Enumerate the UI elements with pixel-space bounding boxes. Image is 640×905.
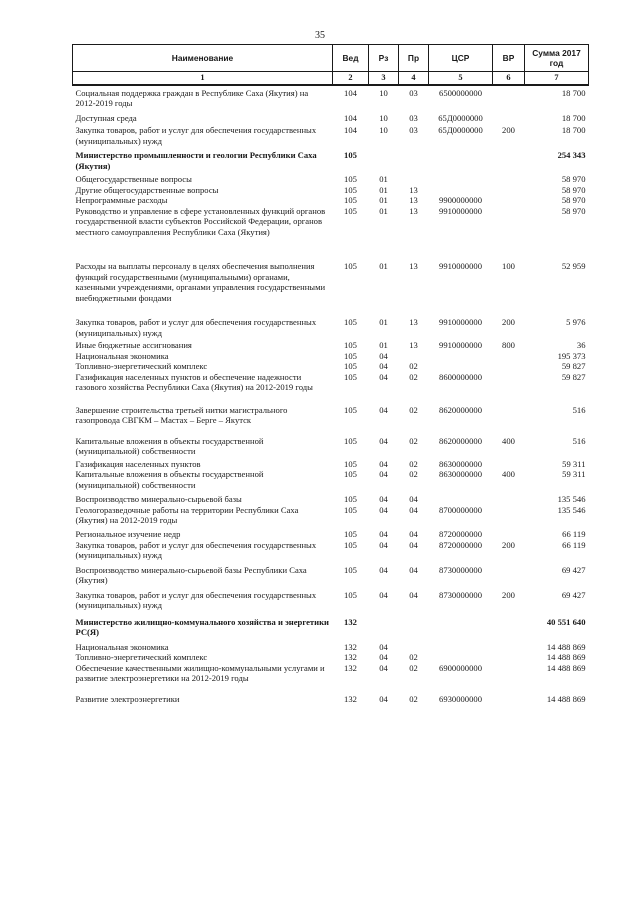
table-row [73, 237, 589, 303]
cell-pr: 13 [409, 184, 418, 195]
cell-sum: 69 427 [561, 589, 586, 600]
cell-csr: 9910000000 [439, 317, 482, 328]
cell-pr: 02 [409, 371, 418, 382]
cell-rz: 04 [379, 641, 388, 652]
table-row [73, 185, 589, 195]
cell-csr [429, 652, 493, 662]
cell-name: Воспроизводство минерально-сырьевой базы [75, 494, 242, 505]
table-row [73, 525, 589, 539]
cell-name: Министерство жилищно-коммунального хозяйства и энергетики РС(Я) [75, 616, 330, 638]
cell-vr: 200 [502, 589, 515, 600]
cell-name: Капитальные вложения в объекты государственной (муниципальной) собственности [75, 435, 264, 457]
cell-pr: 13 [409, 340, 418, 351]
cell-ved: 105 [344, 317, 357, 328]
col-header-sum: Сумма 2017 год [525, 45, 589, 72]
header-row [73, 45, 589, 72]
page-number: 35 [315, 30, 325, 41]
table-row [73, 469, 589, 490]
col-header-ved: Вед [333, 45, 369, 72]
cell-sum: 18 700 [561, 88, 586, 98]
table-row [73, 457, 589, 469]
cell-rz: 01 [379, 184, 388, 195]
cell-pr: 13 [409, 317, 418, 328]
cell-vr [493, 505, 525, 526]
cell-vr [493, 561, 525, 586]
cell-ved: 105 [344, 261, 357, 272]
table-row [73, 206, 589, 237]
cell-ved: 105 [344, 150, 357, 161]
cell-rz: 04 [379, 435, 388, 446]
cell-ved: 105 [344, 494, 357, 505]
cell-ved: 105 [344, 184, 357, 195]
cell-sum: 59 827 [561, 371, 586, 382]
cell-csr: 6500000000 [439, 88, 482, 98]
cell-csr [429, 351, 493, 361]
cell-csr: 9900000000 [439, 195, 482, 206]
table-row [73, 540, 589, 561]
cell-sum: 69 427 [561, 564, 586, 575]
cell-pr: 04 [409, 589, 418, 600]
cell-ved: 105 [344, 361, 357, 372]
table-row [73, 109, 589, 123]
cell-ved: 104 [344, 112, 357, 123]
cell-ved: 105 [344, 504, 357, 515]
cell-rz: 04 [379, 662, 388, 673]
cell-ved: 132 [344, 652, 357, 663]
column-number-row [73, 72, 589, 86]
cell-csr: 9910000000 [439, 205, 482, 216]
cell-vr [493, 638, 525, 652]
cell-csr [429, 611, 493, 638]
cell-rz: 04 [379, 693, 388, 704]
cell-rz: 04 [379, 350, 388, 361]
cell-pr: 02 [409, 469, 418, 480]
cell-rz [369, 611, 399, 638]
table-row [73, 426, 589, 457]
cell-vr [493, 652, 525, 662]
cell-vr [493, 393, 525, 426]
cell-sum: 135 546 [557, 504, 586, 515]
cell-sum: 14 488 869 [546, 662, 586, 673]
cell-csr: 8720000000 [439, 539, 482, 550]
cell-rz: 01 [379, 340, 388, 351]
cell-vr [493, 684, 525, 704]
cell-sum: 254 343 [557, 150, 586, 161]
col-header-name: Наименование [73, 45, 333, 72]
table-body [73, 85, 589, 704]
cell-ved: 105 [344, 435, 357, 446]
cell-ved: 132 [344, 616, 357, 627]
cell-sum: 59 827 [561, 361, 586, 372]
cell-ved: 105 [344, 404, 357, 415]
cell-sum: 58 970 [561, 174, 586, 185]
col-number: 5 [429, 72, 493, 86]
table-row [73, 652, 589, 662]
table-row [73, 505, 589, 526]
cell-sum: 36 [576, 340, 586, 351]
cell-csr [429, 490, 493, 504]
table-row [73, 351, 589, 361]
cell-csr: 8620000000 [439, 435, 482, 446]
cell-rz: 01 [379, 317, 388, 328]
cell-pr: 02 [409, 652, 418, 663]
cell-ved: 104 [344, 125, 357, 136]
cell-vr [493, 171, 525, 184]
cell-pr: 04 [409, 504, 418, 515]
col-number: 6 [493, 72, 525, 86]
cell-vr: 400 [502, 469, 515, 480]
cell-vr [493, 457, 525, 469]
cell-vr: 200 [502, 317, 515, 328]
cell-rz: 04 [379, 361, 388, 372]
cell-name: Руководство и управление в сфере установленных функций органов государственной власти субъектов Российской Федерации, органов местного самоуправления Республики Саха (Якутия) [75, 205, 326, 237]
cell-name: Закупка товаров, работ и услуг для обеспечения государственных (муниципальных) нужд [75, 539, 317, 561]
cell-ved: 132 [344, 662, 357, 673]
cell-name: Другие общегосударственные вопросы [75, 184, 219, 195]
cell-vr: 200 [502, 125, 515, 136]
cell-csr: 65Д0000000 [438, 125, 483, 136]
cell-pr: 02 [409, 458, 418, 469]
col-header-vr: ВР [493, 45, 525, 72]
cell-rz: 10 [379, 112, 388, 123]
cell-csr [429, 146, 493, 171]
cell-csr: 8730000000 [439, 564, 482, 575]
cell-pr [399, 171, 429, 184]
cell-pr: 04 [409, 529, 418, 540]
cell-ved: 105 [344, 539, 357, 550]
cell-name: Топливно-энергетический комплекс [75, 361, 208, 372]
table-section-row [73, 611, 589, 638]
cell-pr: 02 [409, 693, 418, 704]
col-number: 7 [525, 72, 589, 86]
col-header-csr: ЦСР [429, 45, 493, 72]
table-row [73, 586, 589, 611]
table-row [73, 663, 589, 684]
table-row [73, 123, 589, 146]
cell-ved: 132 [344, 641, 357, 652]
cell-sum: 14 488 869 [546, 693, 586, 704]
cell-pr: 02 [409, 404, 418, 415]
cell-vr: 100 [502, 261, 515, 272]
cell-ved: 105 [344, 174, 357, 185]
cell-vr [493, 663, 525, 684]
cell-pr [399, 351, 429, 361]
cell-csr: 8720000000 [439, 529, 482, 540]
cell-csr: 65Д0000000 [438, 112, 483, 123]
cell-ved: 105 [344, 371, 357, 382]
cell-rz: 04 [379, 494, 388, 505]
cell-rz [369, 146, 399, 171]
cell-vr [493, 490, 525, 504]
cell-name: Воспроизводство минерально-сырьевой базы Республики Саха (Якутия) [75, 564, 307, 586]
cell-rz: 04 [379, 589, 388, 600]
cell-rz: 04 [379, 529, 388, 540]
cell-sum: 52 959 [561, 261, 586, 272]
cell-pr: 13 [409, 195, 418, 206]
cell-vr [493, 372, 525, 393]
cell-ved: 105 [344, 458, 357, 469]
cell-rz: 10 [379, 88, 388, 98]
cell-pr: 04 [409, 494, 418, 505]
cell-sum: 195 373 [557, 350, 586, 361]
cell-name: Геологоразведочные работы на территории Республики Саха (Якутия) на 2012-2019 годы [75, 504, 299, 525]
cell-name: Капитальные вложения в объекты государственной (муниципальной) собственности [75, 469, 264, 490]
cell-vr [493, 206, 525, 237]
cell-sum: 58 970 [561, 195, 586, 206]
table-section-row [73, 146, 589, 171]
cell-name: Национальная экономика [75, 350, 169, 361]
cell-vr: 400 [502, 435, 515, 446]
cell-sum: 18 700 [561, 112, 586, 123]
table-row [73, 338, 589, 350]
cell-sum: 516 [572, 435, 586, 446]
cell-ved: 132 [344, 693, 357, 704]
cell-vr [493, 361, 525, 371]
table-row [73, 393, 589, 426]
table-row [73, 85, 589, 109]
col-header-pr: Пр [399, 45, 429, 72]
cell-ved: 105 [344, 529, 357, 540]
cell-name: Министерство промышленности и геологии Республики Саха (Якутия) [75, 150, 317, 171]
cell-vr [493, 195, 525, 205]
cell-rz: 04 [379, 458, 388, 469]
cell-rz: 01 [379, 205, 388, 216]
cell-csr: 8620000000 [439, 404, 482, 415]
col-number: 1 [73, 72, 333, 86]
cell-name: Завершение строительства третьей нитки магистрального газопровода СВГКМ – Мастах – Берге – Якутск [75, 404, 288, 426]
cell-name: Топливно-энергетический комплекс [75, 652, 208, 663]
col-number: 2 [333, 72, 369, 86]
cell-ved: 105 [344, 195, 357, 206]
cell-ved: 105 [344, 564, 357, 575]
cell-csr [429, 638, 493, 652]
cell-csr [429, 361, 493, 371]
cell-vr [493, 351, 525, 361]
cell-rz: 01 [379, 174, 388, 185]
cell-name: Национальная экономика [75, 641, 169, 652]
cell-rz: 01 [379, 261, 388, 272]
cell-name: Социальная поддержка граждан в Республике Саха (Якутия) на 2012-2019 годы [75, 88, 309, 109]
cell-pr: 02 [409, 662, 418, 673]
cell-sum: 18 700 [561, 125, 586, 136]
cell-name: Общегосударственные вопросы [75, 174, 192, 185]
cell-name: Иные бюджетные ассигнования [75, 340, 192, 351]
cell-vr [493, 109, 525, 123]
cell-pr: 13 [409, 261, 418, 272]
cell-name: Региональное изучение недр [75, 529, 181, 540]
cell-csr: 9910000000 [439, 340, 482, 351]
cell-sum: 58 970 [561, 205, 586, 216]
cell-pr: 03 [409, 112, 418, 123]
cell-pr: 04 [409, 564, 418, 575]
cell-sum: 14 488 869 [546, 652, 586, 663]
table-row [73, 361, 589, 371]
cell-ved: 105 [344, 205, 357, 216]
budget-table [72, 44, 589, 704]
table-row [73, 171, 589, 184]
cell-pr [399, 146, 429, 171]
cell-pr [399, 611, 429, 638]
cell-ved: 104 [344, 88, 357, 98]
col-header-rz: Рз [369, 45, 399, 72]
table-row [73, 684, 589, 704]
cell-pr: 13 [409, 205, 418, 216]
cell-name: Газификация населенных пунктов и обеспечение надежности газового хозяйства Республики Саха (Якутия) на 2012-2019 годы [75, 371, 313, 393]
cell-name: Доступная среда [75, 112, 137, 123]
cell-ved: 105 [344, 589, 357, 600]
cell-rz: 10 [379, 125, 388, 136]
cell-rz: 04 [379, 564, 388, 575]
cell-name: Непрограммные расходы [75, 195, 168, 206]
cell-sum: 516 [572, 404, 586, 415]
cell-csr [429, 185, 493, 195]
cell-csr: 6930000000 [439, 693, 482, 704]
cell-rz: 04 [379, 404, 388, 415]
cell-vr: 200 [502, 539, 515, 550]
cell-name: Обеспечение качественными жилищно-коммунальными услугами и развитие электроэнергетики на 2012-2019 годы [75, 662, 325, 684]
table-row [73, 490, 589, 504]
cell-pr: 02 [409, 435, 418, 446]
cell-sum: 5 976 [566, 317, 586, 328]
col-number: 3 [369, 72, 399, 86]
cell-vr [493, 185, 525, 195]
cell-rz: 01 [379, 195, 388, 206]
table-row [73, 638, 589, 652]
table-row [73, 561, 589, 586]
cell-ved: 105 [344, 350, 357, 361]
cell-name: Закупка товаров, работ и услуг для обеспечения государственных (муниципальных) нужд [75, 589, 317, 611]
cell-vr [493, 85, 525, 109]
cell-csr: 8630000000 [439, 458, 482, 469]
cell-rz: 04 [379, 469, 388, 480]
cell-pr: 04 [409, 539, 418, 550]
cell-sum: 59 311 [562, 469, 586, 480]
cell-sum: 135 546 [557, 494, 586, 505]
cell-csr: 8730000000 [439, 589, 482, 600]
cell-name: Развитие электроэнергетики [75, 693, 180, 704]
cell-name: Расходы на выплаты персоналу в целях обеспечения выполнения функций государственными (муниципальными) органами, казенными учреждениями, органами управления государственными внебюджетными фондами [75, 261, 326, 303]
table-row [73, 303, 589, 338]
cell-rz: 04 [379, 504, 388, 515]
cell-ved: 105 [344, 340, 357, 351]
table-row [73, 372, 589, 393]
cell-sum: 66 119 [562, 529, 586, 540]
cell-name: Закупка товаров, работ и услуг для обеспечения государственных (муниципальных) нужд [75, 317, 317, 338]
cell-vr [493, 525, 525, 539]
cell-vr: 800 [502, 340, 515, 351]
cell-csr: 8600000000 [439, 371, 482, 382]
col-number: 4 [399, 72, 429, 86]
cell-csr: 8700000000 [439, 504, 482, 515]
cell-sum: 58 970 [561, 184, 586, 195]
cell-csr: 6900000000 [439, 662, 482, 673]
cell-pr: 02 [409, 361, 418, 372]
cell-sum: 59 311 [562, 458, 586, 469]
cell-pr: 03 [409, 88, 418, 98]
cell-name: Закупка товаров, работ и услуг для обеспечения государственных (муниципальных) нужд [75, 125, 317, 146]
cell-rz: 04 [379, 539, 388, 550]
cell-vr [493, 146, 525, 171]
cell-csr [429, 171, 493, 184]
cell-pr [399, 638, 429, 652]
table-row [73, 195, 589, 205]
cell-csr: 8630000000 [439, 469, 482, 480]
cell-name: Газификация населенных пунктов [75, 458, 201, 469]
cell-sum: 14 488 869 [546, 641, 586, 652]
cell-rz: 04 [379, 371, 388, 382]
cell-rz: 04 [379, 652, 388, 663]
cell-sum: 66 119 [562, 539, 586, 550]
cell-csr: 9910000000 [439, 261, 482, 272]
cell-sum: 40 551 640 [546, 616, 586, 627]
cell-pr: 03 [409, 125, 418, 136]
cell-ved: 105 [344, 469, 357, 480]
cell-vr [493, 611, 525, 638]
